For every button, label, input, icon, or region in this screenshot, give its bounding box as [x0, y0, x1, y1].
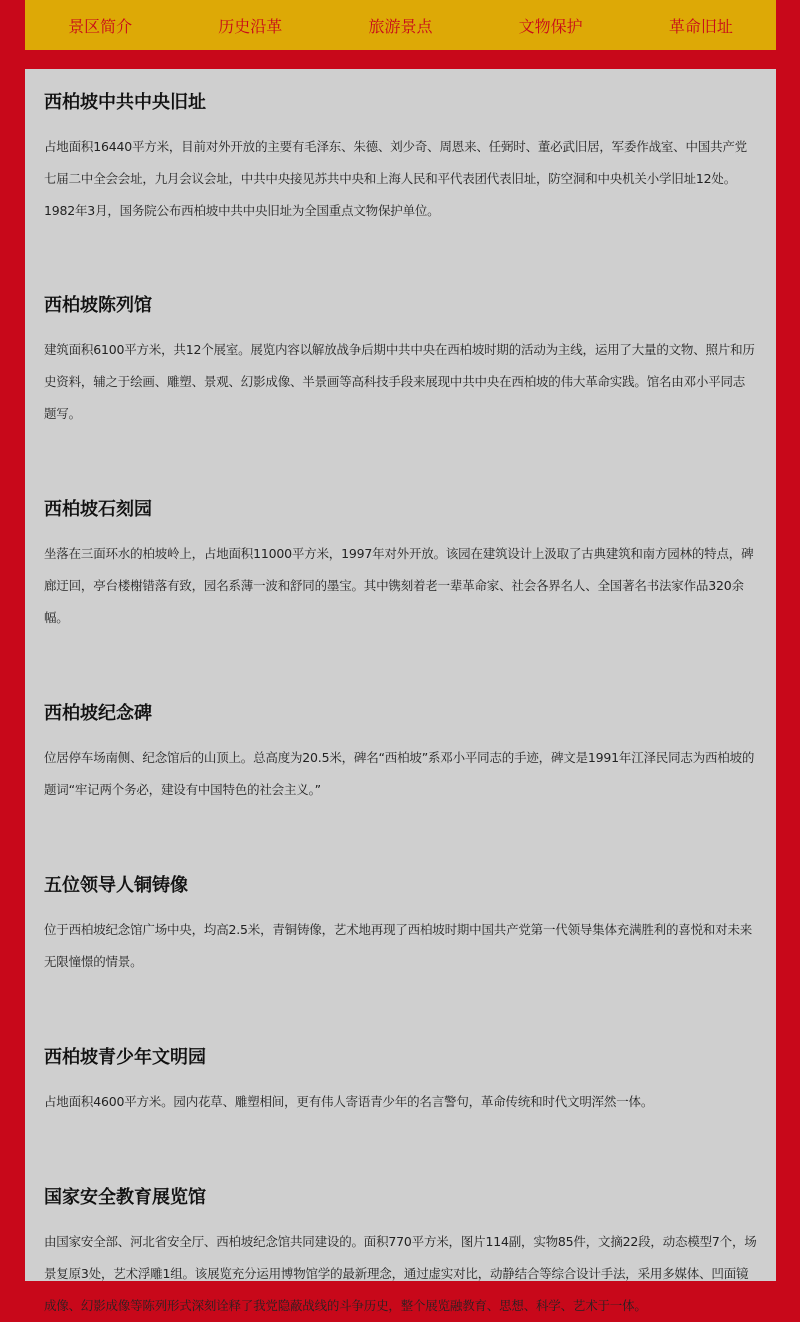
section-body: 位于西柏坡纪念馆广场中央，均高2.5米，青铜铸像，艺术地再现了西柏坡时期中国共产党第一代领导集体充满胜利的喜悦和对未来无限憧憬的情景。	[44, 922, 753, 969]
section-body: 建筑面积6100平方米，共12个展室。展览内容以解放战争后期中共中央在西柏坡时期的活动为主线，运用了大量的文物、照片和历史资料，辅之于绘画、雕塑、景观、幻影成像、半景画等高科技手段来展现中共中央在西柏坡的伟大革命实践。馆名由邓小平同志题写。	[44, 342, 755, 421]
section-national-security-hall	[44, 1184, 757, 1322]
section-central-committee-site	[44, 89, 757, 227]
nav-item-history[interactable]: 历史沿革	[218, 17, 283, 36]
nav-item-revolutionary-sites[interactable]: 革命旧址	[668, 17, 733, 36]
section-youth-civilization-park	[44, 1044, 757, 1118]
section-body: 占地面积4600平方米。园内花草、雕塑相间，更有伟人寄语青少年的名言警句，革命传统和时代文明浑然一体。	[44, 1094, 654, 1109]
nav-item-scenic-intro[interactable]: 景区简介	[68, 17, 133, 36]
section-monument	[44, 700, 757, 806]
section-title: 西柏坡中共中央旧址	[44, 92, 206, 113]
top-nav	[25, 0, 776, 50]
nav-item-relic-protection[interactable]: 文物保护	[518, 17, 583, 36]
section-title: 西柏坡石刻园	[44, 499, 152, 520]
section-title: 西柏坡纪念碑	[44, 703, 152, 724]
section-body: 由国家安全部、河北省安全厅、西柏坡纪念馆共同建设的。面积770平方米，图片114副，实物85件，文摘22段，动态模型7个，场景复原3处，艺术浮雕1组。该展览充分运用博物馆学的最新理念，通过虚实对比，动静结合等综合设计手法，采用多媒体、凹面镜成像、幻影成像等陈列形式深刻诠释了我党隐蔽战线的斗争历史，整个展览融教育、思想、科学、艺术于一体。	[44, 1234, 757, 1313]
nav-item-attractions[interactable]: 旅游景点	[368, 17, 433, 36]
section-body: 位居停车场南侧、纪念馆后的山顶上。总高度为20.5米，碑名“西柏坡”系邓小平同志的手迹，碑文是1991年江泽民同志为西柏坡的题词“牢记两个务必，建设有中国特色的社会主义。”	[44, 750, 755, 797]
section-bronze-statues	[44, 872, 757, 978]
content-panel	[25, 69, 776, 1313]
section-exhibition-hall	[44, 292, 757, 430]
section-title: 国家安全教育展览馆	[44, 1187, 206, 1208]
section-body: 占地面积16440平方米，目前对外开放的主要有毛泽东、朱德、刘少奇、周恩来、任弼时、董必武旧居，军委作战室、中国共产党七届二中全会会址，九月会议会址，中共中央接见苏共中央和上海人民和平代表团代表旧址，防空洞和中央机关小学旧址12处。1982年3月，国务院公布西柏坡中共中央旧址为全国重点文物保护单位。	[44, 139, 747, 218]
section-body: 坐落在三面环水的柏坡岭上，占地面积11000平方米，1997年对外开放。该园在建筑设计上汲取了古典建筑和南方园林的特点，碑廊迂回，亭台楼榭错落有致，园名系薄一波和舒同的墨宝。其中镌刻着老一辈革命家、社会各界名人、全国著名书法家作品320余幅。	[44, 546, 754, 625]
section-title: 西柏坡陈列馆	[44, 295, 152, 316]
section-title: 五位领导人铜铸像	[44, 875, 188, 896]
section-title: 西柏坡青少年文明园	[44, 1047, 206, 1068]
section-stone-carving-garden	[44, 496, 757, 634]
